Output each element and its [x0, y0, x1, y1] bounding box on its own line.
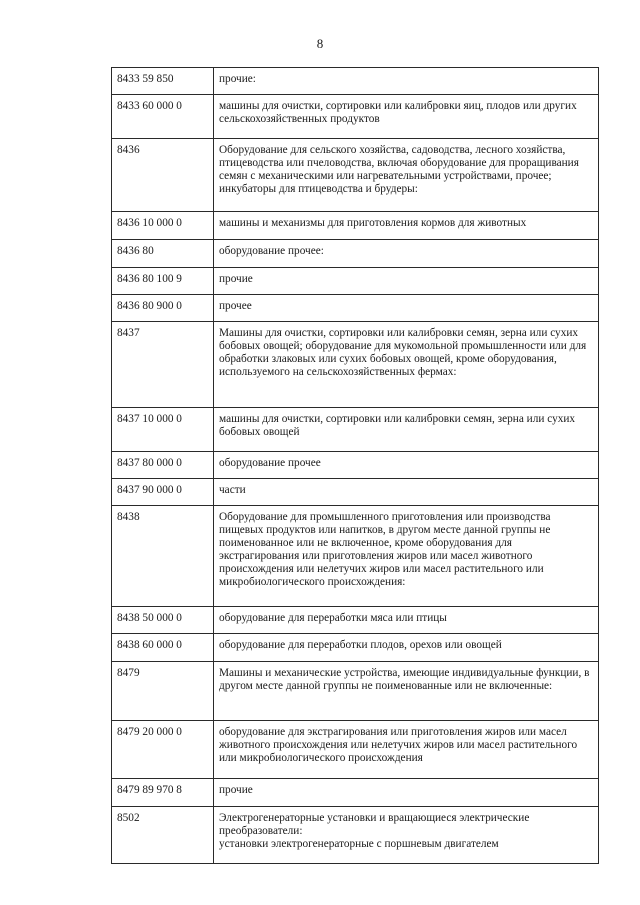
code-cell: 8437 90 000 0 — [112, 479, 214, 506]
table-row — [112, 479, 599, 506]
description-cell: прочие — [214, 779, 599, 807]
table-row — [112, 322, 599, 408]
table-row — [112, 139, 599, 212]
table-row — [112, 68, 599, 95]
description-cell: прочее — [214, 295, 599, 322]
table-row — [112, 295, 599, 322]
code-cell: 8479 20 000 0 — [112, 721, 214, 779]
description-cell: оборудование для переработки плодов, орехов или овощей — [214, 634, 599, 662]
code-cell: 8438 60 000 0 — [112, 634, 214, 662]
table-row — [112, 212, 599, 240]
description-cell: машины для очистки, сортировки или калибровки яиц, плодов или других сельскохозяйственных продуктов — [214, 95, 599, 139]
description-cell: оборудование для экстрагирования или приготовления жиров или масел животного происхождения или нелетучих жиров или масел растительного или микробиологического происхождения — [214, 721, 599, 779]
code-cell: 8436 80 100 9 — [112, 268, 214, 295]
table-row — [112, 408, 599, 452]
table-row — [112, 268, 599, 295]
table-row — [112, 721, 599, 779]
table-row — [112, 240, 599, 268]
code-cell: 8433 59 850 — [112, 68, 214, 95]
code-cell: 8437 80 000 0 — [112, 452, 214, 479]
description-cell: оборудование для переработки мяса или птицы — [214, 607, 599, 634]
code-cell: 8479 — [112, 662, 214, 721]
code-cell: 8437 10 000 0 — [112, 408, 214, 452]
table-row — [112, 607, 599, 634]
description-cell: Машины для очистки, сортировки или калибровки семян, зерна или сухих бобовых овощей; оборудование для мукомольной промышленности или для обработки злаковых или сухих бобовых овощей, кроме оборудования, используемого на сельскохозяйственных фермах: — [214, 322, 599, 408]
description-cell: машины для очистки, сортировки или калибровки семян, зерна или сухих бобовых овощей — [214, 408, 599, 452]
description-cell: прочие: — [214, 68, 599, 95]
description-cell: машины и механизмы для приготовления кормов для животных — [214, 212, 599, 240]
code-cell: 8436 10 000 0 — [112, 212, 214, 240]
table-row — [112, 95, 599, 139]
code-cell: 8437 — [112, 322, 214, 408]
description-cell: Электрогенераторные установки и вращающиеся электрические преобразователи: установки электрогенераторные с поршневым двигателем — [214, 807, 599, 864]
code-cell: 8438 50 000 0 — [112, 607, 214, 634]
description-cell: части — [214, 479, 599, 506]
code-cell: 8436 80 — [112, 240, 214, 268]
description-cell: Машины и механические устройства, имеющие индивидуальные функции, в другом месте данной группы не поименованные или не включенные: — [214, 662, 599, 721]
description-cell: оборудование прочее — [214, 452, 599, 479]
table-row — [112, 452, 599, 479]
table-row — [112, 779, 599, 807]
table-row — [112, 807, 599, 864]
code-cell: 8436 — [112, 139, 214, 212]
commodity-code-table — [111, 67, 599, 864]
code-cell: 8436 80 900 0 — [112, 295, 214, 322]
table-row — [112, 662, 599, 721]
description-cell: Оборудование для сельского хозяйства, садоводства, лесного хозяйства, птицеводства или пчеловодства, включая оборудование для проращивания семян с механическими или нагревательными устройствами, прочее; инкубаторы для птицеводства и брудеры: — [214, 139, 599, 212]
code-cell: 8502 — [112, 807, 214, 864]
table-row — [112, 634, 599, 662]
description-cell: оборудование прочее: — [214, 240, 599, 268]
table-row — [112, 506, 599, 607]
page-number: 8 — [316, 36, 324, 51]
code-cell: 8438 — [112, 506, 214, 607]
description-cell: прочие — [214, 268, 599, 295]
code-cell: 8433 60 000 0 — [112, 95, 214, 139]
code-cell: 8479 89 970 8 — [112, 779, 214, 807]
description-cell: Оборудование для промышленного приготовления или производства пищевых продуктов или напитков, в другом месте данной группы не поименованное или не включенное, кроме оборудования для экстрагирования или приготовления жиров или масел животного происхождения или нелетучих жиров или масел растительного или микробиологического происхождения: — [214, 506, 599, 607]
